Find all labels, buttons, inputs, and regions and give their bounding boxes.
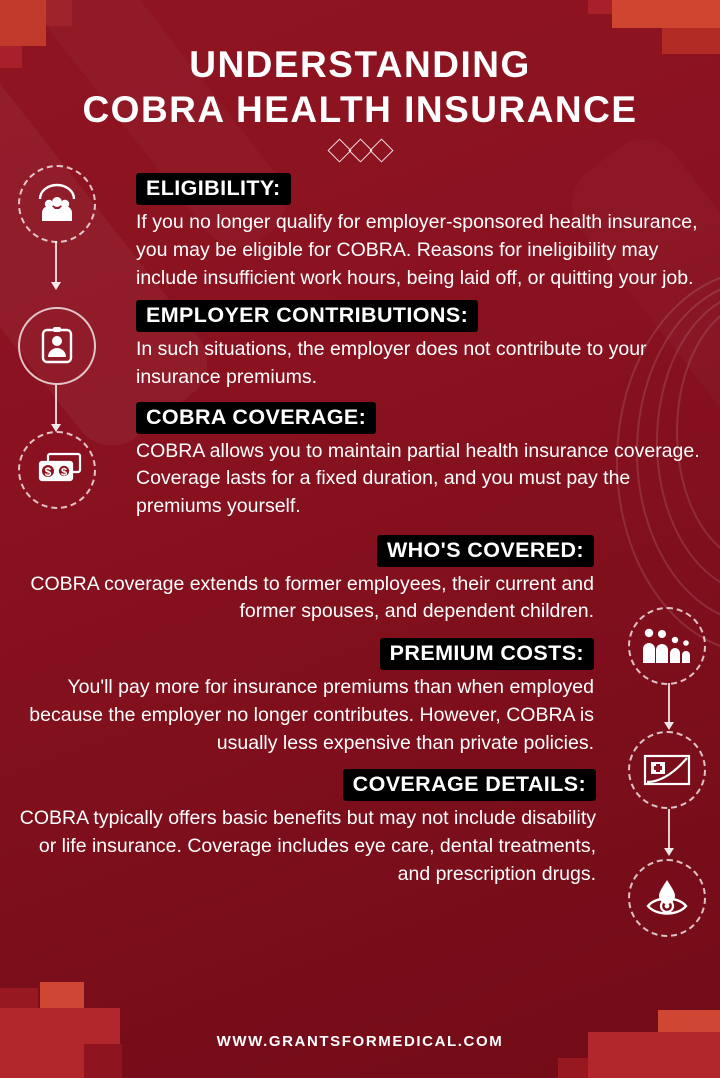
section-text: If you no longer qualify for employer-sponsored health insurance, you may be eligible for COBRA. Reasons for ineligibility may include insufficient work hours, being laid off, or quitting your job. — [136, 211, 698, 289]
poster-content — [0, 159, 720, 888]
section-label: WHO'S COVERED: — [377, 535, 594, 567]
section-coverage-details — [18, 769, 702, 888]
section-text: COBRA allows you to maintain partial health insurance coverage. Coverage lasts for a fixed duration, and you must pay the premiums yourself. — [136, 439, 700, 518]
svg-text:$: $ — [60, 466, 68, 479]
section-label: COVERAGE DETAILS: — [343, 769, 596, 801]
section-text: In such situations, the employer does not contribute to your insurance premiums. — [136, 338, 647, 388]
section-label: ELIGIBILITY: — [136, 173, 291, 205]
section-text: COBRA coverage extends to former employees, their current and former spouses, and dependent children. — [30, 572, 594, 623]
section-premium-costs — [18, 638, 702, 757]
svg-text:$: $ — [44, 465, 52, 480]
section-text: You'll pay more for insurance premiums than when employed because the employer no longer contributes. However, COBRA is usually less expensive than private policies. — [29, 676, 594, 754]
diamond-divider — [0, 142, 720, 159]
section-eligibility — [18, 173, 702, 292]
section-whos-covered — [18, 535, 702, 626]
section-employer-contributions — [18, 300, 702, 391]
section-label: EMPLOYER CONTRIBUTIONS: — [136, 300, 478, 332]
page-title-line-2: COBRA HEALTH INSURANCE — [82, 89, 638, 131]
corner-block-bottom-right-2 — [658, 1010, 720, 1032]
footer-website[interactable]: WWW.GRANTSFORMEDICAL.COM — [216, 1033, 504, 1050]
poster-header — [0, 0, 720, 159]
section-label: PREMIUM COSTS: — [380, 638, 594, 670]
section-label: COBRA COVERAGE: — [136, 402, 376, 434]
corner-block-bottom-right-3 — [558, 1058, 588, 1078]
section-cobra-coverage — [18, 402, 702, 521]
corner-block-bottom-left-2 — [40, 982, 84, 1008]
corner-block-bottom-left-3 — [0, 988, 38, 1008]
section-text: COBRA typically offers basic benefits but may not include disability or life insurance. Coverage includes eye care, dental treatments, and prescription drugs. — [19, 807, 596, 885]
page-title-line-1: UNDERSTANDING — [189, 44, 531, 85]
